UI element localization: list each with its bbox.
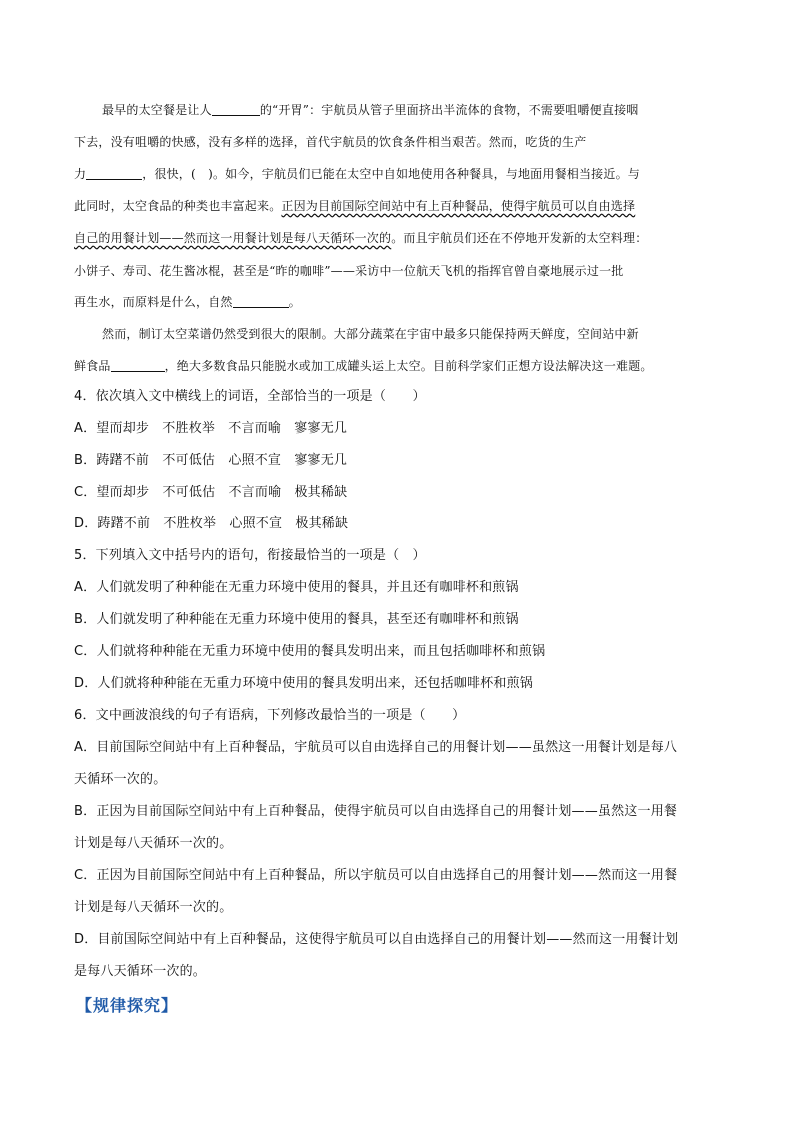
passage-line	[74, 296, 734, 308]
answer-option: A．目前国际空间站中有上百种餐品，宇航员可以自由选择自己的用餐计划——虽然这一用餐计划是每八	[74, 740, 678, 755]
passage-text: 小饼子、寿司、花生酱冰棍，甚至是“昨的咖啡”——采访中一位航天飞机的指挥官曾自豪地展示过一批	[74, 264, 624, 278]
passage-text: 力	[74, 167, 87, 181]
passage-line	[102, 104, 734, 116]
passage-line	[74, 232, 734, 244]
question-stem: 5．下列填入文中括号内的语句，衔接最恰当的一项是（ ）	[74, 548, 426, 563]
question-stem: 4．依次填入文中横线上的词语，全部恰当的一项是（ ）	[74, 389, 426, 404]
answer-option: B．正因为目前国际空间站中有上百种餐品，使得宇航员可以自由选择自己的用餐计划——虽然这一用餐	[74, 804, 678, 819]
fill-blank	[212, 104, 260, 116]
answer-option-continued: 是每八天循环一次的。	[74, 964, 207, 979]
answer-option: C．正因为目前国际空间站中有上百种餐品，所以宇航员可以自由选择自己的用餐计划——然而这一用餐	[74, 868, 678, 883]
answer-option: B．踌躇不前 不可低估 心照不宣 寥寥无几	[74, 453, 348, 468]
answer-option: A．人们就发明了种种能在无重力环境中使用的餐具，并且还有咖啡杯和煎锅	[74, 580, 519, 595]
passage-text: ，很快，( )。如今，宇航员们已能在太空中自如地使用各种餐具，与地面用餐相当接近。与	[142, 167, 640, 181]
passage-text: ，绝大多数食品只能脱水或加工成罐头运上太空。目前科学家们正想方设法解决这一难题。	[164, 359, 653, 373]
answer-option: D．目前国际空间站中有上百种餐品，这使得宇航员可以自由选择自己的用餐计划——然而这一用餐计划	[74, 932, 679, 947]
passage-text: 此同时，太空食品的种类也丰富起来。	[74, 199, 282, 213]
section-heading: 【规律探究】	[76, 996, 179, 1015]
passage-line	[74, 200, 734, 212]
answer-option-continued: 天循环一次的。	[74, 772, 167, 787]
answer-option-continued: 计划是每八天循环一次的。	[74, 836, 233, 851]
passage-text: 最早的太空餐是让人	[102, 103, 212, 117]
wavy-underlined-sentence: 自己的用餐计划——然而这一用餐计划是每八天循环一次的	[74, 231, 392, 245]
passage-line	[74, 265, 734, 277]
answer-option: D．人们就将种种能在无重力环境中使用的餐具发明出来，还包括咖啡杯和煎锅	[74, 676, 534, 691]
answer-option: B．人们就发明了种种能在无重力环境中使用的餐具，甚至还有咖啡杯和煎锅	[74, 612, 519, 627]
passage-line	[102, 328, 734, 340]
passage-line	[74, 360, 734, 372]
passage-text: 然而，制订太空菜谱仍然受到很大的限制。大部分蔬菜在宇宙中最多只能保持两天鲜度，空间站中新	[102, 327, 639, 341]
fill-blank	[233, 296, 289, 308]
passage-text: 。	[288, 295, 301, 309]
passage-text: 下去，没有咀嚼的快感，没有多样的选择，首代宇航员的饮食条件相当艰苦。然而，吃货的生产	[74, 135, 587, 149]
fill-blank	[86, 168, 142, 180]
answer-option: D．踌躇不前 不胜枚举 心照不宣 极其稀缺	[74, 516, 349, 531]
answer-option: A．望而却步 不胜枚举 不言而喻 寥寥无几	[74, 421, 348, 436]
passage-text: 鲜食品	[74, 359, 111, 373]
passage-line	[74, 168, 734, 180]
wavy-underlined-sentence: 正因为目前国际空间站中有上百种餐品，使得宇航员可以自由选择	[281, 199, 636, 213]
passage-text: 。而且宇航员们还在不停地开发新的太空料理：	[391, 231, 648, 245]
question-stem: 6．文中画波浪线的句子有语病，下列修改最恰当的一项是（ ）	[74, 708, 466, 723]
answer-option: C．人们就将种种能在无重力环境中使用的餐具发明出来，而且包括咖啡杯和煎锅	[74, 644, 546, 659]
passage-text: 再生水，而原料是什么，自然	[74, 295, 233, 309]
passage-text: 的“开胃”：宇航员从管子里面挤出半流体的食物，不需要咀嚼便直接咽	[259, 103, 639, 117]
answer-option-continued: 计划是每八天循环一次的。	[74, 900, 233, 915]
answer-option: C．望而却步 不可低估 不言而喻 极其稀缺	[74, 485, 348, 500]
fill-blank	[111, 360, 165, 372]
passage-line	[74, 136, 734, 148]
